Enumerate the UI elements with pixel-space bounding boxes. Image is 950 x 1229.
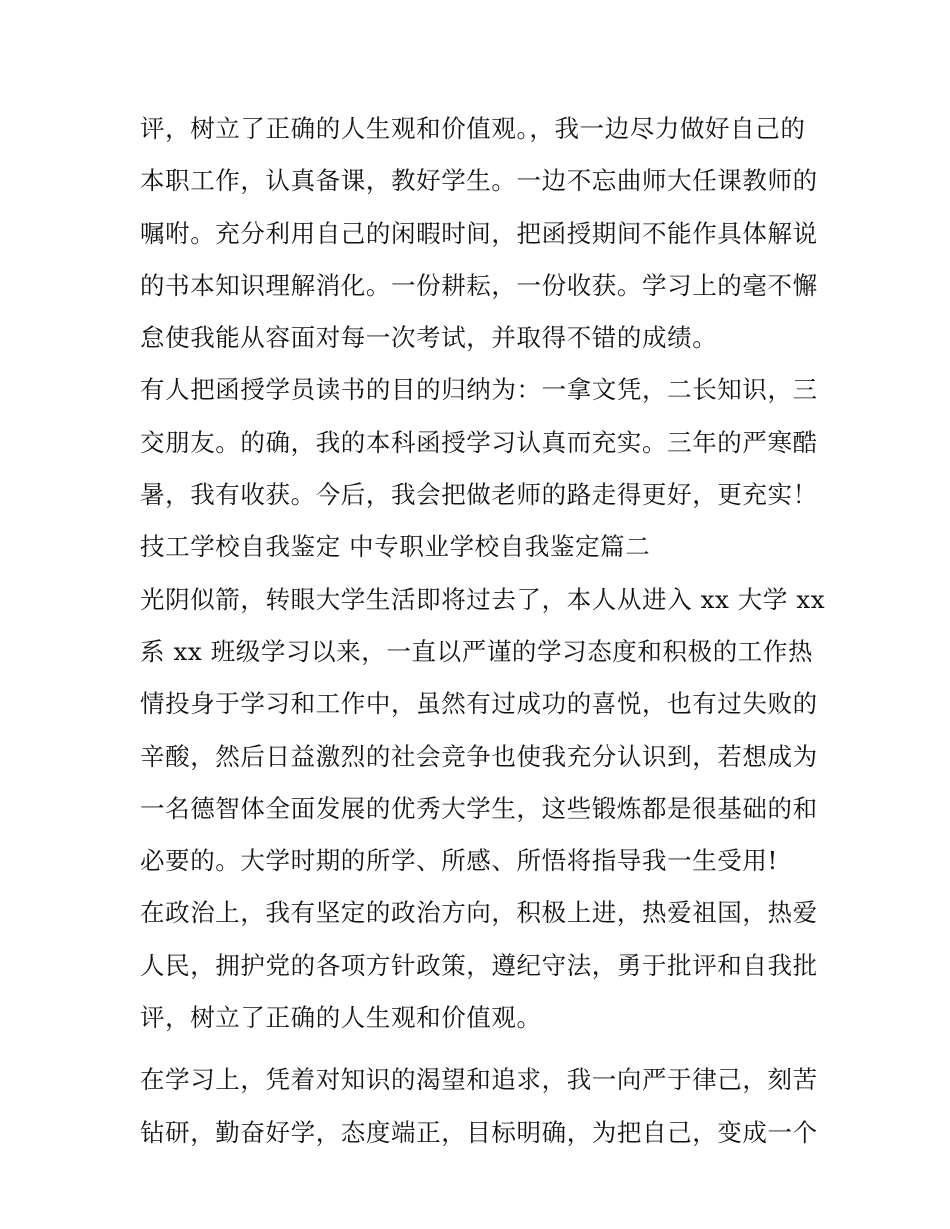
text-line: 钻研，勤奋好学，态度端正，目标明确，为把自己，变成一个 bbox=[140, 1117, 818, 1147]
text-line: 交朋友。的确，我的本科函授学习认真而充实。三年的严寒酷 bbox=[140, 427, 818, 457]
document-body bbox=[140, 103, 830, 1159]
text-line: 评，树立了正确的人生观和价值观。 bbox=[140, 1003, 542, 1033]
section-heading: 技工学校自我鉴定 中专职业学校自我鉴定篇二 bbox=[140, 532, 651, 562]
text-line: 一名德智体全面发展的优秀大学生，这些锻炼都是很基础的和 bbox=[140, 793, 818, 823]
text-line: 本职工作，认真备课，教好学生。一边不忘曲师大任课教师的 bbox=[140, 166, 818, 196]
text-line: 在学习上，凭着对知识的渴望和追求，我一向严于律己，刻苦 bbox=[140, 1065, 818, 1095]
text-line: 人民，拥护党的各项方针政策，遵纪守法，勇于批评和自我批 bbox=[140, 950, 818, 980]
text-line: 系 xx 班级学习以来，一直以严谨的学习态度和积极的工作热 bbox=[140, 636, 814, 666]
text-line: 辛酸，然后日益激烈的社会竞争也使我充分认识到，若想成为 bbox=[140, 741, 818, 771]
text-line: 嘱咐。充分利用自己的闲暇时间，把函授期间不能作具体解说 bbox=[140, 218, 818, 248]
text-line: 情投身于学习和工作中，虽然有过成功的喜悦，也有过失败的 bbox=[140, 689, 818, 719]
text-line: 有人把函授学员读书的目的归纳为：一拿文凭，二长知识，三 bbox=[140, 375, 818, 405]
text-line: 评，树立了正确的人生观和价值观。，我一边尽力做好自己的 bbox=[140, 114, 806, 143]
text-line: 暑，我有收获。今后，我会把做老师的路走得更好，更充实！ bbox=[140, 480, 818, 510]
text-line: 的书本知识理解消化。一份耕耘，一份收获。学习上的毫不懈 bbox=[140, 270, 818, 300]
text-line: 在政治上，我有坚定的政治方向，积极上进，热爱祖国，热爱 bbox=[140, 898, 818, 928]
text-line: 怠使我能从容面对每一次考试，并取得不错的成绩。 bbox=[140, 323, 718, 353]
text-line: 必要的。大学时期的所学、所感、所悟将指导我一生受用! bbox=[140, 846, 778, 876]
text-line: 光阴似箭，转眼大学生活即将过去了，本人从进入 xx 大学 xx bbox=[140, 584, 826, 614]
